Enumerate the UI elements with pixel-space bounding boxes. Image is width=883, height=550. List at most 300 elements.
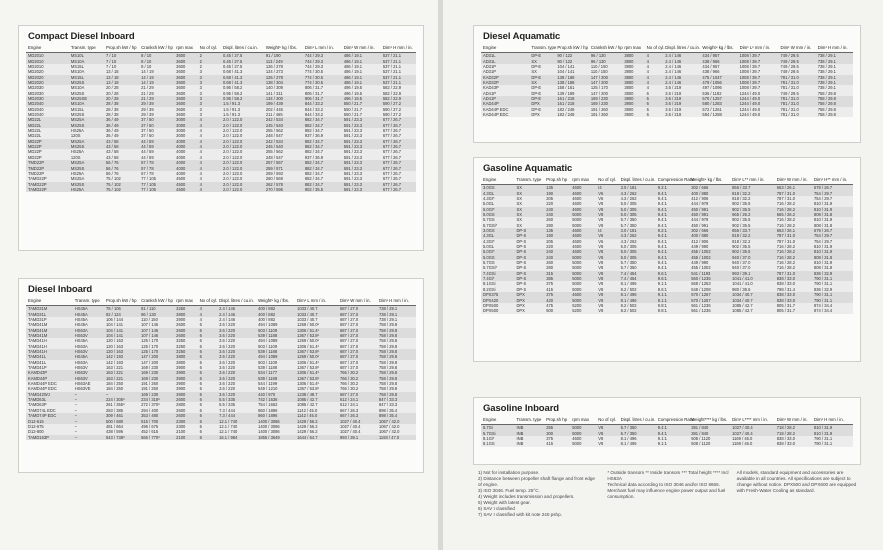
table-cell: V6 <box>596 191 618 196</box>
table-cell: 1644 / 64.7 <box>295 435 338 440</box>
table-cell: 6 <box>198 376 218 381</box>
table-cell: 481 / 654 <box>104 424 139 429</box>
table-cell: 3600 <box>174 59 197 64</box>
table-cell: 844 / 33.2 <box>303 107 342 112</box>
table-cell: 43 / 58 <box>104 155 139 160</box>
table-cell: 120 / 163 <box>104 344 139 349</box>
table-cell: 14 / 19 <box>139 75 174 80</box>
table-cell: DP-S <box>514 271 544 276</box>
table-cell: 4 <box>645 75 664 80</box>
table-cell: 677 / 26.7 <box>381 123 416 128</box>
table-cell: 3900 <box>174 365 197 370</box>
table-cell: 758 / 29.8 <box>816 107 853 112</box>
column-header: Dim¹ H mm / in. <box>812 417 853 425</box>
table-cell: DPX420 <box>481 298 514 303</box>
diesel-aquamatic-panel <box>473 25 861 143</box>
table-cell: 3.6 / 219 <box>663 101 700 106</box>
table-cell: 612 / 24.1 <box>338 397 377 402</box>
table-cell: 5.0GI* <box>481 207 514 212</box>
table-cell: 560 / 1235 <box>689 276 730 281</box>
column-header: rpm max <box>622 45 644 53</box>
table-cell: 810 / 31.9 <box>812 425 853 431</box>
column-header: rpm max <box>570 417 596 425</box>
table-cell: 8.1 / 496 <box>619 298 656 303</box>
table-cell: 1367 / 53.8⁶ <box>295 386 338 391</box>
table-cell: 1008 / 39.7 <box>738 53 779 59</box>
column-header: Cranksh kW / hp <box>139 298 174 306</box>
table-cell: MS25S <box>69 182 104 187</box>
table-cell: 9.6:1 <box>656 271 689 276</box>
table-cell: 5.7GS <box>481 217 514 222</box>
table-cell: 1008 / 39.7 <box>738 69 779 74</box>
table-cell: 486 / 19.1 <box>342 80 381 85</box>
column-header: rpm max <box>174 298 197 306</box>
gasoline-inboard-table <box>481 417 853 447</box>
table-cell: 677 / 26.7 <box>381 182 416 187</box>
table-cell: 781 / 31.0 <box>779 75 816 80</box>
table-cell: 4 <box>198 176 221 181</box>
table-cell: 882 / 34.7 <box>303 144 342 149</box>
table-cell: D12-800 <box>26 429 73 434</box>
table-cell: 4.3GI* <box>481 196 514 201</box>
table-cell: 7.3 / 444 <box>217 413 256 418</box>
table-cell: DP-S <box>514 281 544 286</box>
table-cell: 4 <box>198 149 221 154</box>
table-cell: 766 / 30.2 <box>338 370 377 375</box>
table-cell: 687 / 27.0 <box>338 392 377 397</box>
table-cell: 2.4 / 146 <box>217 306 256 312</box>
table-cell: 110 / 150 <box>589 69 622 74</box>
table-cell: 29 / 39 <box>139 101 174 106</box>
table-cell: TMD22P <box>26 166 69 171</box>
column-header: Engine <box>481 417 514 425</box>
table-cell: 1034 / 40.7 <box>730 298 775 303</box>
table-cell: 738 / 29.1 <box>816 85 853 90</box>
table-cell: 550 / 21.7 <box>342 107 381 112</box>
table-cell: 677 / 26.7 <box>381 149 416 154</box>
table-cell: 582 / 22.9 <box>381 91 416 96</box>
table-cell: 716 / 28.2 <box>775 207 812 212</box>
table-cell: 6 <box>198 344 218 349</box>
table-cell: 1269 / 50.0⁶ <box>295 322 338 327</box>
table-cell: 5000 <box>570 431 596 436</box>
table-cell: 2.0 / 122.0 <box>221 139 264 144</box>
table-cell: 75 / 102 <box>104 187 139 192</box>
table-cell: 0.45 / 27.5 <box>221 53 264 59</box>
table-cell: 20 / 28 <box>104 96 139 101</box>
table-cell: MD22L <box>26 117 69 122</box>
table-row <box>26 338 416 343</box>
table-cell: MD22P <box>26 144 69 149</box>
table-cell: 259 / 571 <box>264 166 303 171</box>
table-cell: MS10A <box>69 85 104 90</box>
table-cell: 4.3GL <box>481 233 514 238</box>
table-cell: 810 / 31.9 <box>812 244 853 249</box>
table-cell: 3.6 / 220 <box>217 360 256 365</box>
table-cell: 838 / 33.0 <box>775 276 812 281</box>
table-cell: 400 / 882 <box>256 317 295 322</box>
table-cell: 3.6 / 220 <box>217 365 256 370</box>
table-cell: 687 / 27.0 <box>338 328 377 333</box>
table-cell: KAMD44P <box>26 376 73 381</box>
table-cell: 1085 / 42.7 <box>295 402 338 407</box>
table-cell: – <box>73 408 104 413</box>
table-cell: 787 / 31.0 <box>775 239 812 244</box>
table-cell: DPX375 <box>481 292 514 297</box>
column-header: Dim¹ H** mm / in. <box>812 177 853 185</box>
table-cell: HS63V <box>73 376 104 381</box>
table-cell: DP-S <box>514 244 544 249</box>
table-cell: INB <box>514 436 544 441</box>
table-cell: 3250 <box>174 338 197 343</box>
table-cell: TAMD31L <box>26 312 73 317</box>
table-cell: MS25SE <box>69 96 104 101</box>
table-cell: AD31P <box>481 69 529 74</box>
table-cell: 3000 <box>174 123 197 128</box>
table-cell: 844 / 33.2 <box>303 112 342 117</box>
table-cell: 9.6:1 <box>656 276 689 281</box>
table-cell: 591 / 23.3 <box>342 166 381 171</box>
table-cell: 1855 / 3649 <box>256 435 295 440</box>
table-cell: 205 <box>544 239 570 244</box>
table-cell: 1306 / 51.4⁶ <box>295 381 338 386</box>
column-header: No of cyl. <box>645 45 664 53</box>
table-cell: 3 <box>198 75 221 80</box>
table-cell: 283 / 385 <box>104 408 139 413</box>
table-cell: MD22L <box>26 123 69 128</box>
table-cell: 1.5 / 91.3 <box>221 101 264 106</box>
table-cell: 4 <box>645 53 664 59</box>
table-cell: 3.6 / 220 <box>217 322 256 327</box>
table-cell: TAMD41H <box>26 349 73 354</box>
table-row <box>26 435 416 440</box>
table-cell: 6 <box>198 370 218 375</box>
table-cell: 1027 / 40.4 <box>338 419 377 424</box>
table-cell: 125 / 170 <box>139 349 174 354</box>
table-cell: 9.8:1 <box>656 308 689 313</box>
table-cell: 2.4 / 146 <box>663 75 700 80</box>
column-header: Displ. litres / cu.in. <box>217 298 256 306</box>
table-cell: 2.0 / 122.0 <box>221 149 264 154</box>
table-cell: 7.4Gi* <box>481 276 514 281</box>
table-cell: 28 / 38 <box>104 107 139 112</box>
column-header: Transm. type <box>514 417 544 425</box>
table-cell: 248 / 547 <box>264 133 303 138</box>
table-cell: 6 <box>198 435 218 440</box>
table-cell: 677 / 26.7 <box>381 144 416 149</box>
table-cell: 6 <box>198 402 218 407</box>
table-cell: 3.6 / 219 <box>663 112 700 117</box>
table-cell: 12.1 / 740 <box>217 424 256 429</box>
table-cell: 687 / 27.0 <box>338 365 377 370</box>
table-cell: 679 / 26.7 <box>812 228 853 233</box>
table-cell: 8.1GSi <box>481 281 514 286</box>
table-cell: 4600 <box>570 249 596 254</box>
table-cell: 486 / 19.1 <box>342 59 381 64</box>
table-cell: 5.0GL <box>481 201 514 206</box>
table-cell: 738 / 29.1 <box>377 312 416 317</box>
table-cell: 818 / 32.2 <box>730 233 775 238</box>
gasoline-aquamatic-table <box>481 177 853 314</box>
table-cell: MS25S <box>69 91 104 96</box>
table-cell: 898 / 35.4 <box>377 408 416 413</box>
table-cell: 1067 / 42.0 <box>377 419 416 424</box>
table-cell: HS63V <box>73 349 104 354</box>
table-cell: 667 / 26.3 <box>338 413 377 418</box>
table-cell: 3.0 / 181 <box>619 228 656 233</box>
table-cell: 5000 <box>570 271 596 276</box>
table-cell: 260 / 569 <box>264 176 303 181</box>
table-cell: 415 <box>544 441 570 446</box>
table-cell: 758 / 29.8 <box>377 328 416 333</box>
table-row <box>26 322 416 327</box>
table-cell: AD41P <box>481 96 529 101</box>
column-header: Dim¹ W mm / in. <box>775 177 812 185</box>
footnote: 1) Not for installation purpose. <box>478 470 540 475</box>
table-cell: 455 / 1002 <box>689 249 730 254</box>
table-cell: 766 / 30.2 <box>338 386 377 391</box>
table-cell: 77 / 105 <box>139 182 174 187</box>
column-header: Transm. type <box>514 177 544 185</box>
table-cell: 537 / 21.1 <box>381 80 416 85</box>
table-cell: 163 / 221 <box>104 370 139 375</box>
table-cell: 766 / 30.2 <box>338 376 377 381</box>
table-cell: 550 / 21.7 <box>342 112 381 117</box>
table-cell: 294 / 400 <box>139 408 174 413</box>
table-cell: 2600 <box>174 397 197 402</box>
footnote: * Outside transom ** Inside transom *** Total height **** Incl HS63A <box>607 470 729 481</box>
table-cell: 3800 <box>622 85 644 90</box>
table-cell: 56 / 76 <box>104 171 139 176</box>
table-cell: 810 / 31.9 <box>812 431 853 436</box>
table-cell: 375 <box>544 436 570 441</box>
diesel-inboard-title: Diesel Inboard <box>28 284 93 295</box>
table-cell: 5000 <box>570 276 596 281</box>
table-cell: DP-E <box>529 75 555 80</box>
table-cell: – <box>73 435 104 440</box>
table-cell: D12-675 <box>26 424 73 429</box>
table-cell: 2600 <box>174 328 197 333</box>
compact-diesel-inboard-title: Compact Diesel Inboard <box>28 31 135 42</box>
table-cell: 57 / 78 <box>139 171 174 176</box>
table-cell: – <box>73 419 104 424</box>
column-header: Transm. type <box>529 45 555 53</box>
table-cell: 199 / 439 <box>264 101 303 106</box>
table-cell: 3600 <box>174 69 197 74</box>
table-cell: 902 / 35.5 <box>730 223 775 228</box>
table-cell: 44 / 59 <box>139 155 174 160</box>
table-cell: 9.2:1 <box>656 228 689 233</box>
table-cell: 381 / 840 <box>689 431 730 436</box>
table-cell: 677 / 26.7 <box>381 171 416 176</box>
table-cell: 77 / 105 <box>139 176 174 181</box>
table-cell: 4600 <box>570 239 596 244</box>
table-cell: 147 / 200 <box>139 354 174 359</box>
table-cell: 12.1 / 740 <box>217 419 256 424</box>
table-cell: 9.4:1 <box>656 255 689 260</box>
table-cell: KAD44P EDC <box>481 107 529 112</box>
column-header: Dim¹ L**** mm / in. <box>730 417 775 425</box>
table-cell: 590 / 27.2 <box>381 112 416 117</box>
table-cell: 3.0GS <box>481 228 514 233</box>
table-cell: 486 / 19.1 <box>342 64 381 69</box>
column-header: Dim¹ H mm / in. <box>816 45 853 53</box>
table-cell: SX <box>514 212 544 217</box>
table-cell: 9.4:1 <box>656 244 689 249</box>
table-cell: 677 / 26.7 <box>381 160 416 165</box>
table-cell: 787 / 31.0 <box>775 196 812 201</box>
table-cell: 1244 / 49.0 <box>738 112 779 117</box>
table-cell: 57 / 78 <box>139 166 174 171</box>
table-cell: 3.0 / 181 <box>619 185 656 191</box>
table-cell: 412 / 906 <box>689 239 730 244</box>
table-cell: 2.0 / 122.0 <box>221 187 264 192</box>
table-cell: 3900 <box>622 101 644 106</box>
table-cell: 5.7GSi <box>481 431 514 436</box>
table-cell: 4600 <box>570 185 596 191</box>
table-cell: 104 / 141 <box>104 328 139 333</box>
table-cell: 503 / 1109 <box>256 360 295 365</box>
table-cell: 1027 / 40.4 <box>730 425 775 431</box>
table-cell: 787 / 31.0 <box>775 271 812 276</box>
table-cell: 3800 <box>622 91 644 96</box>
table-cell: TAMD74P EDC <box>26 413 73 418</box>
table-cell: 57 / 78 <box>139 160 174 165</box>
diesel-inboard-table <box>26 298 416 440</box>
table-cell: 452 / 615 <box>139 429 174 434</box>
table-cell: 496 / 19.5 <box>342 85 381 90</box>
table-cell: V8 <box>596 303 618 308</box>
table-cell: 758 / 29.8 <box>816 91 853 96</box>
column-header: Weight⁴ kg / lbs. <box>689 177 730 185</box>
table-cell: 940 / 37.0 <box>730 260 775 265</box>
table-cell: V8 <box>596 223 618 228</box>
table-cell: 43 / 58 <box>104 139 139 144</box>
table-cell: 5200 <box>570 303 596 308</box>
gasoline-aquamatic-panel <box>473 157 861 362</box>
table-cell: 3600 <box>174 91 197 96</box>
footnote: 2) Distance between propeller shaft flange and front edge of engine. <box>478 476 595 487</box>
table-cell: SX <box>514 201 544 206</box>
table-cell: 9.8:1 <box>656 303 689 308</box>
table-cell: 738 / 29.1 <box>816 80 853 85</box>
table-cell: 28 / 38 <box>104 112 139 117</box>
table-cell: 6 <box>198 360 218 365</box>
table-cell: TMD22P <box>26 160 69 165</box>
table-cell: 1033 / 40.7 <box>295 312 338 317</box>
table-cell: 860 / 1896 <box>256 408 295 413</box>
table-cell: 3800 <box>174 312 197 317</box>
table-cell: MD2030 <box>26 91 69 96</box>
table-cell: 135 <box>544 185 570 191</box>
table-cell: 5.7GSi* <box>481 265 514 270</box>
table-cell: 211 / 465 <box>264 112 303 117</box>
table-cell: MS10L <box>69 53 104 59</box>
diesel-aquamatic-table <box>481 45 853 117</box>
table-cell: TAMD22P <box>26 187 69 192</box>
table-cell: DP-S <box>514 255 544 260</box>
table-cell: MD22P <box>26 139 69 144</box>
table-cell: 184 / 250 <box>104 386 139 391</box>
table-cell: 0.95 / 58.2 <box>221 85 264 90</box>
table-cell: MS25S <box>69 123 104 128</box>
table-cell: DP-E <box>529 64 555 69</box>
table-cell: 1306 / 51.4⁶ <box>295 344 338 349</box>
table-cell: 4.3GL <box>481 191 514 196</box>
table-cell: – <box>73 429 104 434</box>
table-cell: KAMD43P <box>26 370 73 375</box>
table-cell: 449 / 990 <box>689 260 730 265</box>
table-cell: 6 <box>198 349 218 354</box>
table-cell: DPX <box>514 303 544 308</box>
table-cell: 781 / 31.0 <box>779 96 816 101</box>
table-cell: 937 / 36.9 <box>303 155 342 160</box>
table-cell: MD2010 <box>26 59 69 64</box>
table-cell: V8 <box>596 298 618 303</box>
table-cell: 2.0 / 122.0 <box>221 160 264 165</box>
table-cell: 570 / 1257 <box>689 298 730 303</box>
table-cell: 548 / 1208 <box>689 287 730 292</box>
table-cell: SX <box>514 217 544 222</box>
table-cell: SX <box>529 69 555 74</box>
table-cell: 738 / 29.1 <box>816 59 853 64</box>
table-cell: 0.68 / 41.3 <box>221 69 264 74</box>
table-header-row <box>26 45 416 53</box>
table-cell: 420 <box>544 298 570 303</box>
table-cell: MD2030 <box>26 96 69 101</box>
table-cell: 4600 <box>570 233 596 238</box>
table-cell: 787 / 31.0 <box>775 233 812 238</box>
table-cell: 4600 <box>570 207 596 212</box>
table-cell: 6 <box>198 328 218 333</box>
table-cell: 3 <box>198 96 221 101</box>
table-cell: 479 / 1056 <box>700 80 737 85</box>
table-cell: 486 / 19.1 <box>342 53 381 59</box>
table-cell: TAMD22P <box>26 176 69 181</box>
table-cell: 838 / 33.0 <box>775 298 812 303</box>
table-cell: 255 / 562 <box>264 128 303 133</box>
table-cell: 541 / 1193 <box>689 271 730 276</box>
table-cell: TAMD41L <box>26 354 73 359</box>
table-cell: 3.6 / 219 <box>663 85 700 90</box>
table-cell: 810 / 31.9 <box>812 201 853 206</box>
table-cell: – <box>73 424 104 429</box>
table-cell: 75 / 102 <box>104 176 139 181</box>
table-cell: 182 / 248 <box>555 112 588 117</box>
table-cell: 902 / 35.5 <box>303 187 342 192</box>
column-header: Weight⁴ kg / lbs. <box>700 45 737 53</box>
table-cell: 1367 / 53.8⁶ <box>295 376 338 381</box>
table-cell: HS45A <box>73 354 104 359</box>
table-cell: 6 <box>645 112 664 117</box>
table-cell: 8 / 10 <box>139 53 174 59</box>
table-cell: 549 / 1210 <box>256 386 295 391</box>
table-cell: 3900 <box>622 64 644 69</box>
table-cell: 184 / 250 <box>104 381 139 386</box>
table-cell: 4600 <box>570 436 596 441</box>
table-cell: 9.1:1 <box>656 441 689 446</box>
table-cell: TAMD41H <box>26 338 73 343</box>
table-cell: 591 / 23.3 <box>342 139 381 144</box>
table-cell: 240 <box>544 212 570 217</box>
table-cell: V8 <box>596 436 618 441</box>
table-cell: 993 / 39.1 <box>730 271 775 276</box>
table-cell: 539 / 1188 <box>256 376 295 381</box>
table-cell: 566 / 770⁸ <box>139 435 174 440</box>
table-cell: MD2030 <box>26 85 69 90</box>
table-cell: 3 <box>198 69 221 74</box>
table-cell: 7.4GSi <box>481 271 514 276</box>
